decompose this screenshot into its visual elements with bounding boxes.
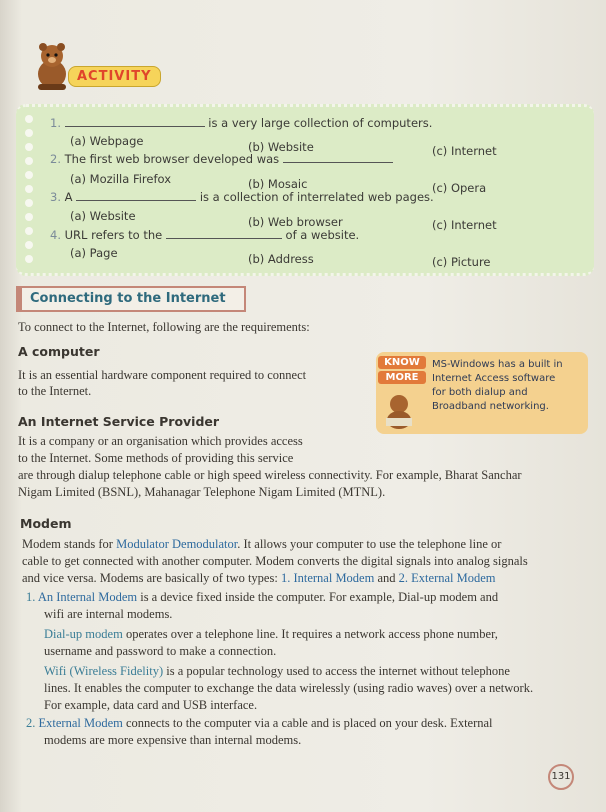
q2-option-b: (b) Mosaic (248, 177, 308, 191)
isp-text-3: are through dialup telephone cable or high speed wireless connectivity. For example, Bharat Sanchar (18, 468, 522, 482)
activity-label: ACTIVITY (68, 66, 161, 87)
bear-reading-icon (382, 392, 416, 430)
question-1: 1. is a very large collection of computers. (50, 116, 433, 130)
isp-text-2: to the Internet. Some methods of providing this service (18, 451, 294, 465)
wifi-text-1: Wifi (Wireless Fidelity) is a popular technology used to access the internet without telephone (44, 664, 510, 678)
dialup-text-1: Dial-up modem operates over a telephone line. It requires a network access phone number, (44, 627, 498, 641)
q4-option-c: (c) Picture (432, 255, 491, 269)
computer-text-1: It is an essential hardware component required to connect (18, 368, 307, 382)
modem-text-2: cable to get connected with another computer. Modem converts the digital signals into analog signals (22, 554, 528, 568)
internal-modem-text-2: wifi are internal modems. (44, 607, 173, 621)
activity-header (32, 40, 172, 100)
internal-modem-text-1: 1. An Internal Modem is a device fixed inside the computer. For example, Dial-up modem and (26, 590, 499, 604)
q3-option-a: (a) Website (70, 209, 136, 223)
external-modem-text-1: 2. External Modem connects to the computer via a cable and is placed on your desk. External (26, 716, 493, 730)
section-intro: To connect to the Internet, following are the requirements: (18, 320, 310, 334)
q4-option-a: (a) Page (70, 246, 118, 260)
know-more-badge: KNOW MORE (378, 356, 426, 386)
q1-option-b: (b) Website (248, 140, 314, 154)
q2-option-c: (c) Opera (432, 181, 487, 195)
external-modem-text-2: modems are more expensive than internal modems. (44, 733, 302, 747)
question-4: 4. URL refers to the of a website. (50, 228, 360, 242)
know-more-box (376, 352, 588, 434)
modem-text-3: and vice versa. Modems are basically of two types: 1. Internal Modem and 2. External Modem (22, 571, 496, 585)
section-title: Connecting to the Internet (16, 286, 246, 312)
binding-dots (25, 115, 33, 263)
know-more-text: MS-Windows has a built in Internet Access software for both dialup and Broadband networking. (432, 359, 563, 412)
q1-option-a: (a) Webpage (70, 134, 144, 148)
q3-option-b: (b) Web browser (248, 215, 343, 229)
dialup-text-2: username and password to make a connection. (44, 644, 277, 658)
bear-mascot-icon (32, 40, 72, 92)
modem-text-1: Modem stands for Modulator Demodulator. It allows your computer to use the telephone line or (22, 537, 502, 551)
isp-text-4: Nigam Limited (BSNL), Mahanagar Telephone Nigam Limited (MTNL). (18, 485, 386, 499)
q1-option-c: (c) Internet (432, 144, 497, 158)
computer-heading: A computer (18, 344, 100, 359)
page-number: 131 (548, 764, 574, 790)
question-3: 3. A is a collection of interrelated web pages. (50, 190, 434, 204)
isp-heading: An Internet Service Provider (18, 414, 220, 429)
q2-option-a: (a) Mozilla Firefox (70, 172, 172, 186)
question-2: 2. The first web browser developed was (50, 152, 393, 166)
computer-text-2: to the Internet. (18, 384, 92, 398)
modem-heading: Modem (20, 516, 72, 531)
isp-text-1: It is a company or an organisation which provides access (18, 434, 303, 448)
q4-option-b: (b) Address (248, 252, 314, 266)
activity-box (16, 104, 594, 276)
wifi-text-3: For example, data card and USB interface. (44, 698, 258, 712)
wifi-text-2: lines. It enables the computer to exchange the data wirelessly (using radio waves) over a network. (44, 681, 534, 695)
q3-option-c: (c) Internet (432, 218, 497, 232)
